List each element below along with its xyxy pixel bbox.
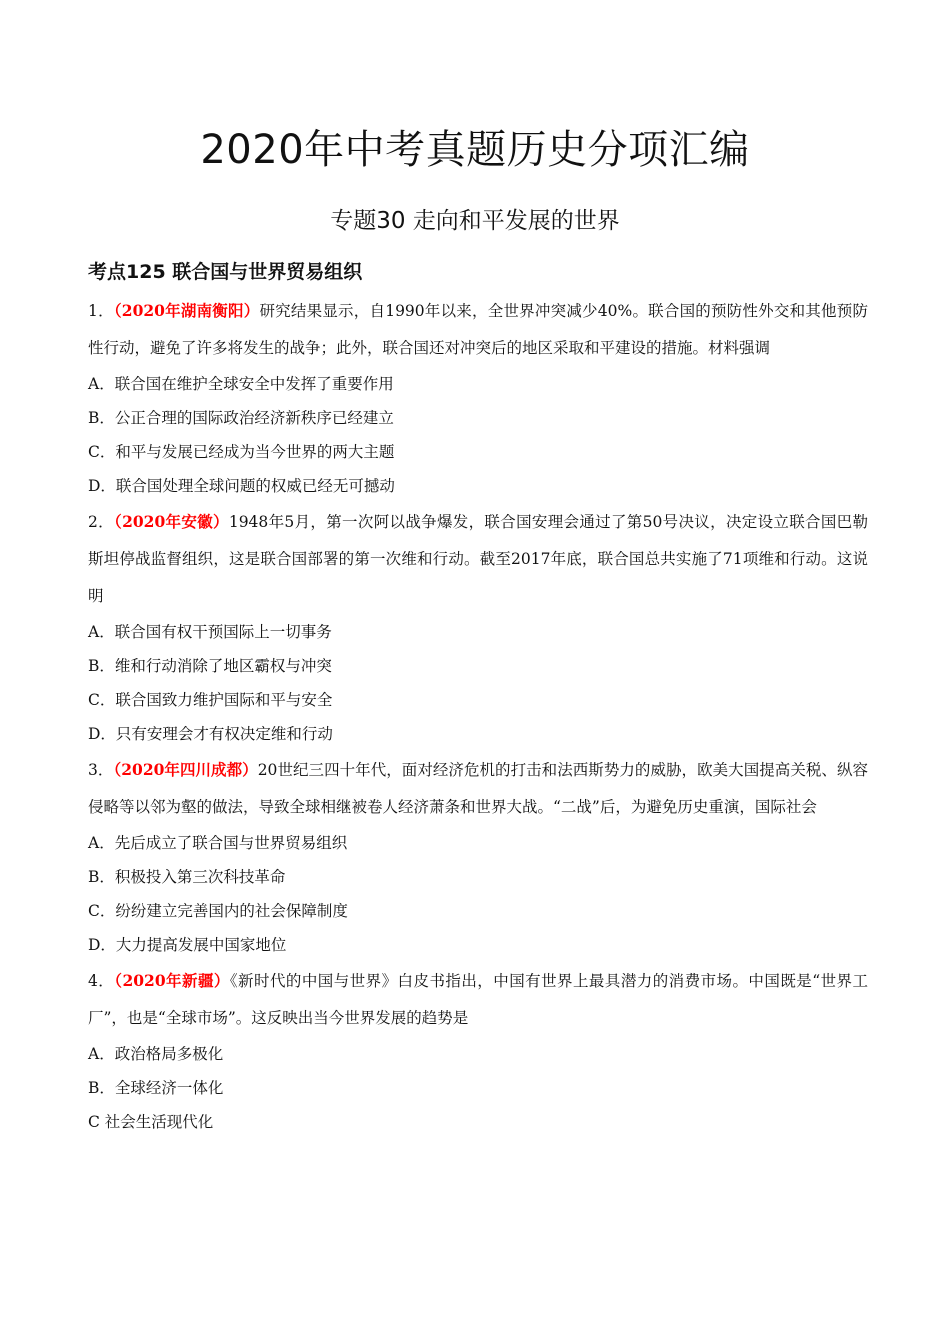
question-stem: [88, 751, 868, 826]
question-number: 2．: [88, 513, 115, 531]
option-a: A．联合国有权干预国际上一切事务: [88, 623, 332, 641]
option-b: B．公正合理的国际政治经济新秩序已经建立: [88, 409, 394, 427]
section-heading: 考点125 联合国与世界贸易组织: [88, 261, 363, 283]
question-stem: [88, 962, 868, 1037]
question-source: （2020年湖南衡阳）: [113, 301, 260, 320]
option-c: C．和平与发展已经成为当今世界的两大主题: [88, 443, 395, 461]
question-stem: [88, 503, 868, 615]
question-stem: [88, 292, 868, 367]
question-text: 20世纪三四十年代，面对经济危机的打击和法西斯势力的威胁，欧美大国提高关税、纵容侵略等以邻为壑的做法，导致全球相继被卷人经济萧条和世界大战。“二战”后，为避免历史重演，国际社会: [88, 761, 868, 816]
question-text: 研究结果显示，自1990年以来，全世界冲突减少40%。联合国的预防性外交和其他预防性行动，避免了许多将发生的战争；此外，联合国还对冲突后的地区采取和平建设的措施。材料强调: [88, 302, 868, 357]
question-text: 1948年5月，第一次阿以战争爆发，联合国安理会通过了第50号决议，决定设立联合国巴勒斯坦停战监督组织，这是联合国部署的第一次维和行动。截至2017年底，联合国总共实施了71项维和行动。这说明: [88, 513, 868, 605]
question-1: [88, 292, 868, 503]
option-b: B．维和行动消除了地区霸权与冲突: [88, 657, 332, 675]
option-b: B．积极投入第三次科技革命: [88, 868, 286, 886]
question-source: （2020年四川成都）: [113, 760, 258, 779]
option-c: C 社会生活现代化: [88, 1113, 214, 1131]
option-a: A．先后成立了联合国与世界贸易组织: [88, 834, 348, 852]
question-source: （2020年安徽）: [114, 512, 229, 531]
question-list: [88, 292, 868, 1139]
option-a: A．政治格局多极化: [88, 1045, 224, 1063]
page-title: 2020年中考真题历史分项汇编: [200, 127, 750, 173]
question-4: [88, 962, 868, 1139]
question-2: [88, 503, 868, 751]
option-d: D．只有安理会才有权决定维和行动: [88, 725, 333, 743]
topic-subtitle: 专题30 走向和平发展的世界: [330, 208, 620, 234]
option-c: C．联合国致力维护国际和平与安全: [88, 691, 333, 709]
option-a: A．联合国在维护全球安全中发挥了重要作用: [88, 375, 394, 393]
question-text: 《新时代的中国与世界》白皮书指出，中国有世界上最具潜力的消费市场。中国既是“世界工厂”，也是“全球市场”。这反映出当今世界发展的趋势是: [88, 972, 868, 1027]
option-b: B．全球经济一体化: [88, 1079, 224, 1097]
question-number: 4．: [88, 972, 115, 990]
option-d: D．联合国处理全球问题的权威已经无可撼动: [88, 477, 395, 495]
question-number: 1．: [88, 302, 114, 320]
question-3: [88, 751, 868, 962]
option-c: C．纷纷建立完善国内的社会保障制度: [88, 902, 348, 920]
question-number: 3．: [88, 761, 114, 779]
option-d: D．大力提高发展中国家地位: [88, 936, 287, 954]
question-source: （2020年新疆）: [114, 971, 230, 990]
